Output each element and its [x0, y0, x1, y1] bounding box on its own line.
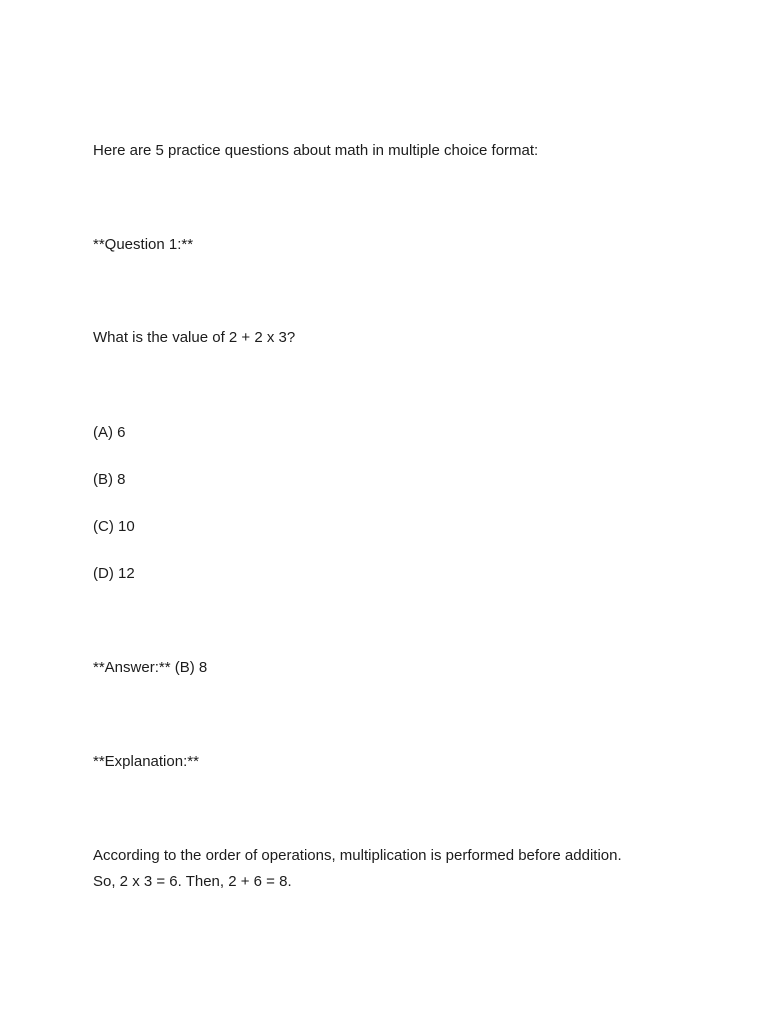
question-heading: **Question 1:**	[93, 236, 194, 253]
option-a: (A) 6	[93, 424, 126, 441]
answer-text: **Answer:** (B) 8	[93, 659, 208, 676]
option-d: (D) 12	[93, 565, 135, 582]
explanation-heading: **Explanation:**	[93, 753, 199, 770]
intro-text: Here are 5 practice questions about math in multiple choice format:	[93, 142, 539, 159]
explanation-line: So, 2 x 3 = 6. Then, 2 + 6 = 8.	[93, 873, 292, 890]
option-c: (C) 10	[93, 518, 135, 535]
explanation-line: According to the order of operations, multiplication is performed before addition.	[93, 847, 622, 864]
option-b: (B) 8	[93, 471, 126, 488]
question-text: What is the value of 2 + 2 x 3?	[93, 329, 296, 346]
